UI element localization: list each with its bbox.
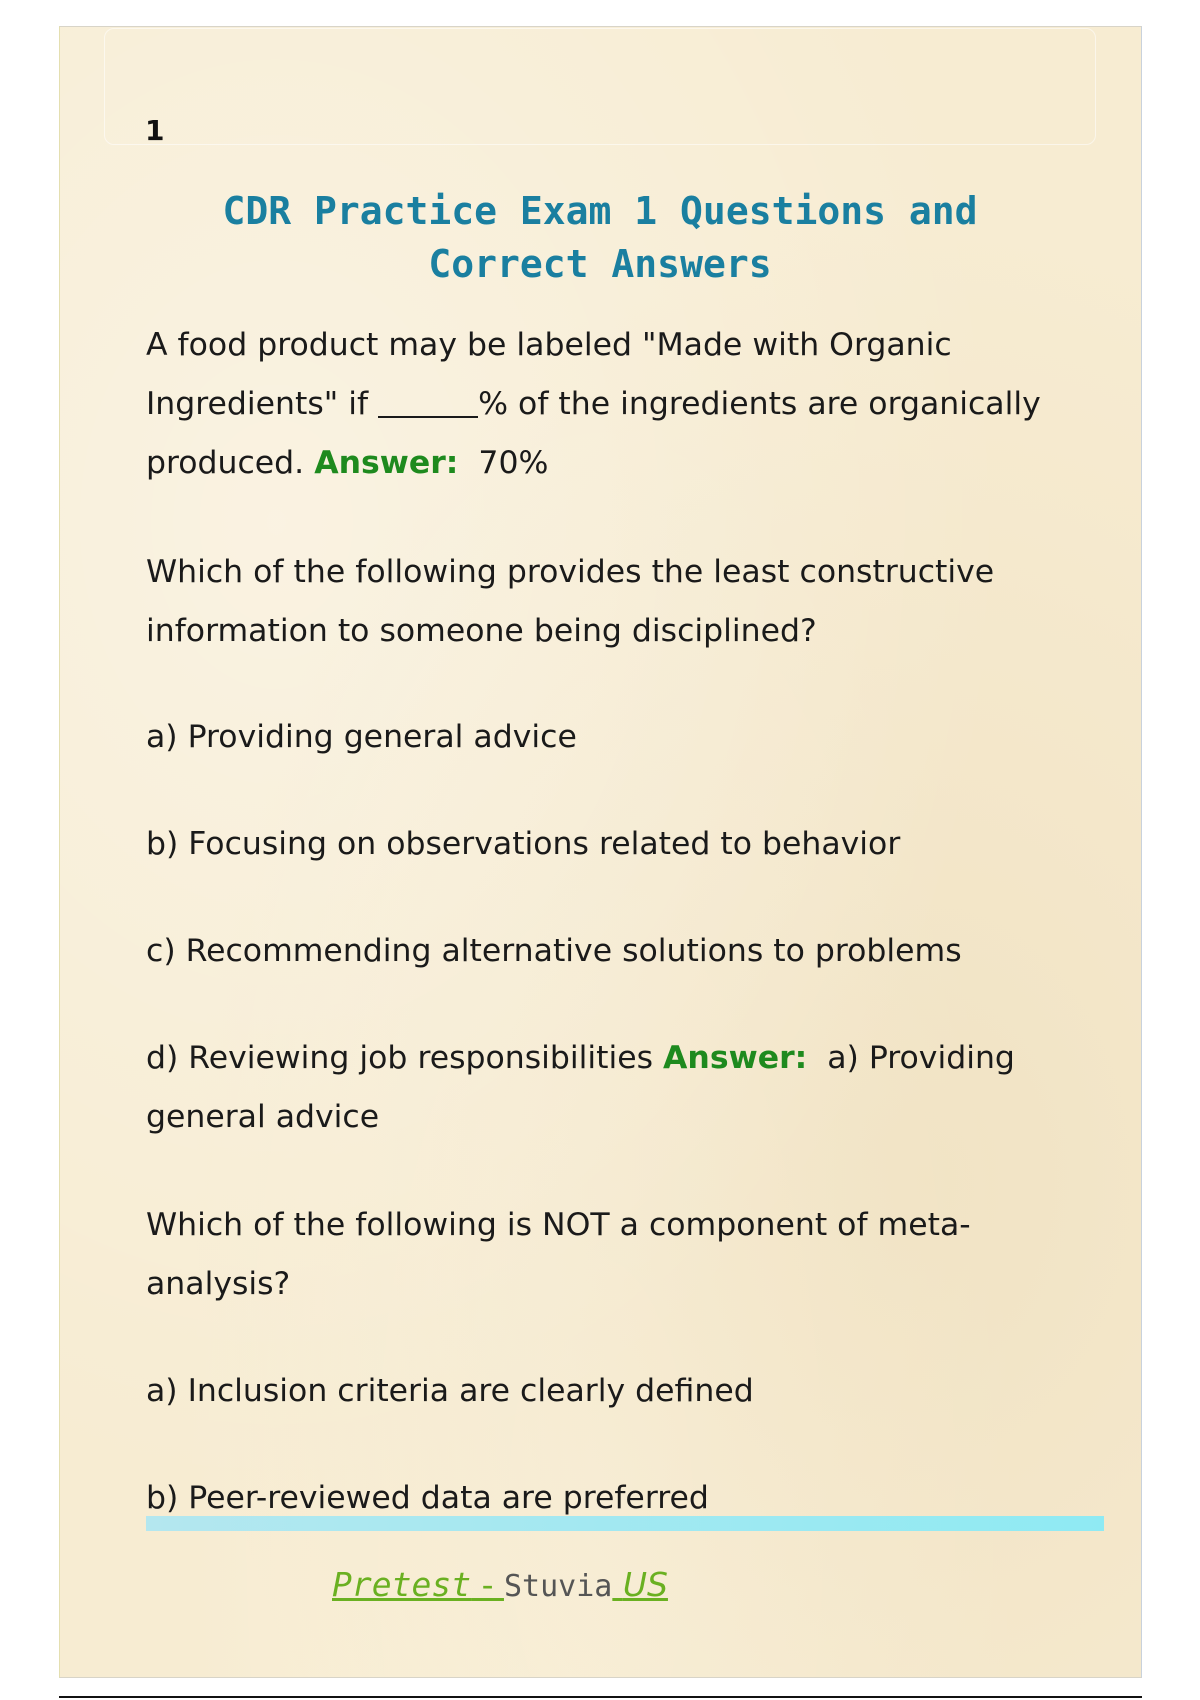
question-2-option-c: c) Recommending alternative solutions to problems [146,933,962,969]
question-3: Which of the following is NOT a component of meta-analysis? [146,1207,971,1302]
bottom-divider [59,1696,1142,1698]
question-1-answer: 70% [458,445,549,481]
question-2-option-d [146,1029,1066,1147]
answer-label: Answer: [314,445,459,481]
page-number: 1 [145,114,165,147]
footer-us-link[interactable]: US [622,1565,668,1604]
question-2: Which of the following provides the least constructive information to someone being disciplined? [146,554,995,649]
question-3-option-a: a) Inclusion criteria are clearly defined [146,1373,754,1409]
footer-pretest-link[interactable]: Pretest [332,1565,472,1604]
question-2-option-a: a) Providing general advice [146,719,577,755]
question-1-text-after: % of the ingredients are organically produced. [146,386,1041,481]
footer-link[interactable] [332,1565,668,1604]
question-3-option-b: b) Peer-reviewed data are preferred [146,1480,709,1516]
highlight-bar [146,1516,1104,1531]
question-1 [146,316,1066,493]
header-frame [104,28,1096,145]
fill-in-blank [378,385,478,419]
answer-label: Answer: [663,1040,808,1076]
document-title: CDR Practice Exam 1 Questions and Correct Answers [222,189,978,286]
question-1-text-before: A food product may be labeled "Made with Organic Ingredients" if [146,327,952,422]
footer-separator: - [471,1565,504,1604]
footer-stuvia[interactable]: Stuvia [503,1569,613,1604]
question-2-option-b: b) Focusing on observations related to behavior [146,826,901,862]
question-2-option-d-text: d) Reviewing job responsibilities [146,1040,664,1076]
footer-gap [612,1565,623,1604]
question-2-answer: a) Providing general advice [146,1040,1025,1135]
